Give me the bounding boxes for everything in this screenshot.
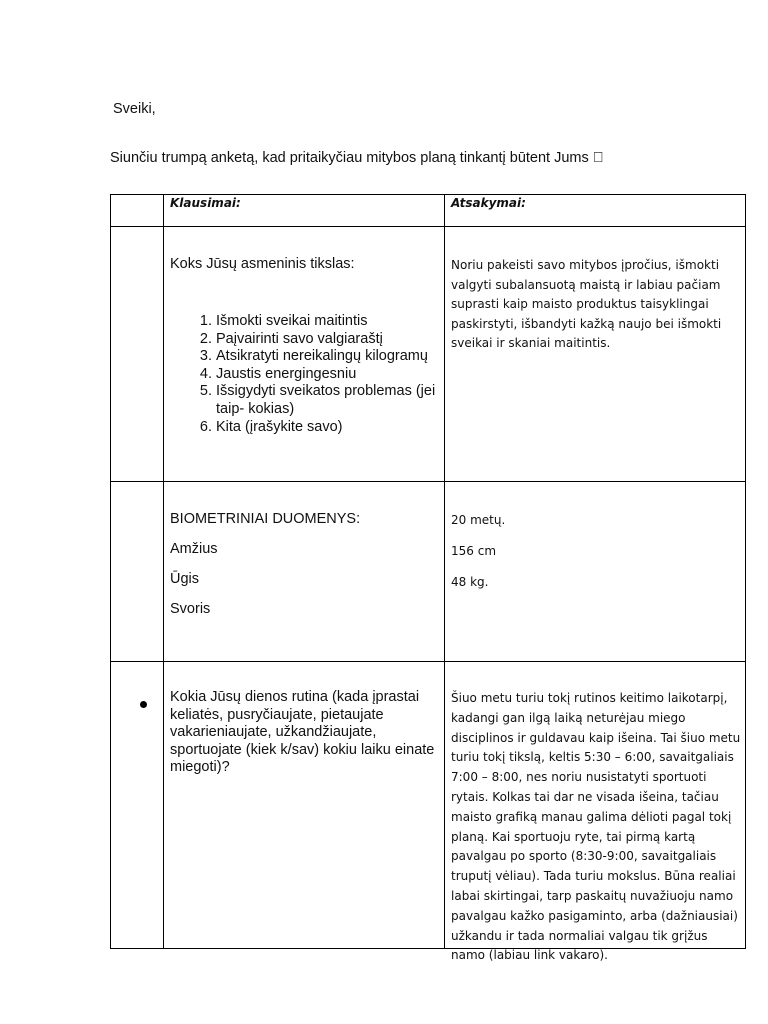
table-column-divider	[163, 195, 164, 948]
goal-option: 5. Išsigydyti sveikatos problemas (jei taip- kokias)	[216, 383, 438, 418]
goal-options-list	[170, 313, 438, 436]
header-questions: Klausimai:	[170, 196, 241, 210]
goal-question: Koks Jūsų asmeninis tikslas:	[170, 256, 355, 272]
goal-option: 4. Jaustis energingesniu	[216, 366, 438, 384]
weight-value: 48 kg.	[451, 575, 489, 589]
goal-option: 1. Išmokti sveikai maitintis	[216, 313, 438, 331]
table-row-divider	[111, 661, 745, 662]
age-label: Amžius	[170, 541, 218, 557]
goal-answer: Noriu pakeisti savo mitybos įpročius, išmokti valgyti subalansuotą maistą ir labiau pačiam suprasti kaip maisto produktus taisyklingai paskirstyti, išbandyti kažką naujo bei išmokti sveikai ir skaniai maitintis.	[451, 258, 722, 351]
goal-option: 3. Atsikratyti nereikalingų kilogramų	[216, 348, 438, 366]
greeting-text: Sveiki,	[113, 101, 156, 117]
questionnaire-table	[110, 194, 746, 963]
goal-option: 2. Paįvairinti savo valgiaraštį	[216, 331, 438, 349]
routine-answer: Šiuo metu turiu tokį rutinos keitimo laikotarpį, kadangi gan ilgą laiką neturėjau miego disciplinos ir guldavau kaip išeina. Tai šiuo metu turiu tokį tikslą, keltis 5:30 – 6:00, savaitgaliais 7:00 – 8:00, nes noriu nusistatyti sportuoti rytais. Kolkas tai dar ne visada išeina, tačiau maisto grafiką manau galima dėlioti pagal tokį planą. Kai sportuoju ryte, tai pirmą kartą pavalgau po sporto (8:30-9:00, savaitgaliais truputį vėliau). Tada turiu mokslus. Būna realiai labai skirtingai, tarp paskaitų nuvažiuoju namo pavalgau kažko pasigaminto, arba (dažniausiai) užkandu ir tada normaliai valgau tik grįžus namo (labiau link vakaro).	[451, 691, 741, 963]
table-row-divider	[111, 226, 745, 227]
header-answers: Atsakymai:	[451, 196, 526, 210]
weight-label: Svoris	[170, 601, 211, 617]
list-bullet-icon	[140, 701, 147, 708]
height-value: 156 cm	[451, 544, 497, 558]
biometrics-title: BIOMETRINIAI DUOMENYS:	[170, 511, 361, 527]
table-row-divider	[111, 481, 745, 482]
intro-text: Siunčiu trumpą anketą, kad pritaikyčiau mitybos planą tinkantį būtent Jums	[110, 150, 589, 166]
height-label: Ūgis	[170, 571, 200, 587]
goal-option: 6. Kita (įrašykite savo)	[216, 419, 438, 437]
table-column-divider	[444, 195, 445, 948]
age-value: 20 metų.	[451, 513, 506, 527]
routine-question: Kokia Jūsų dienos rutina (kada įprastai keliatės, pusryčiaujate, pietaujate vakarieniaujate, užkandžiaujate, sportuojate (kiek k/sav) kokiu laiku einate miegoti)?	[170, 689, 435, 776]
